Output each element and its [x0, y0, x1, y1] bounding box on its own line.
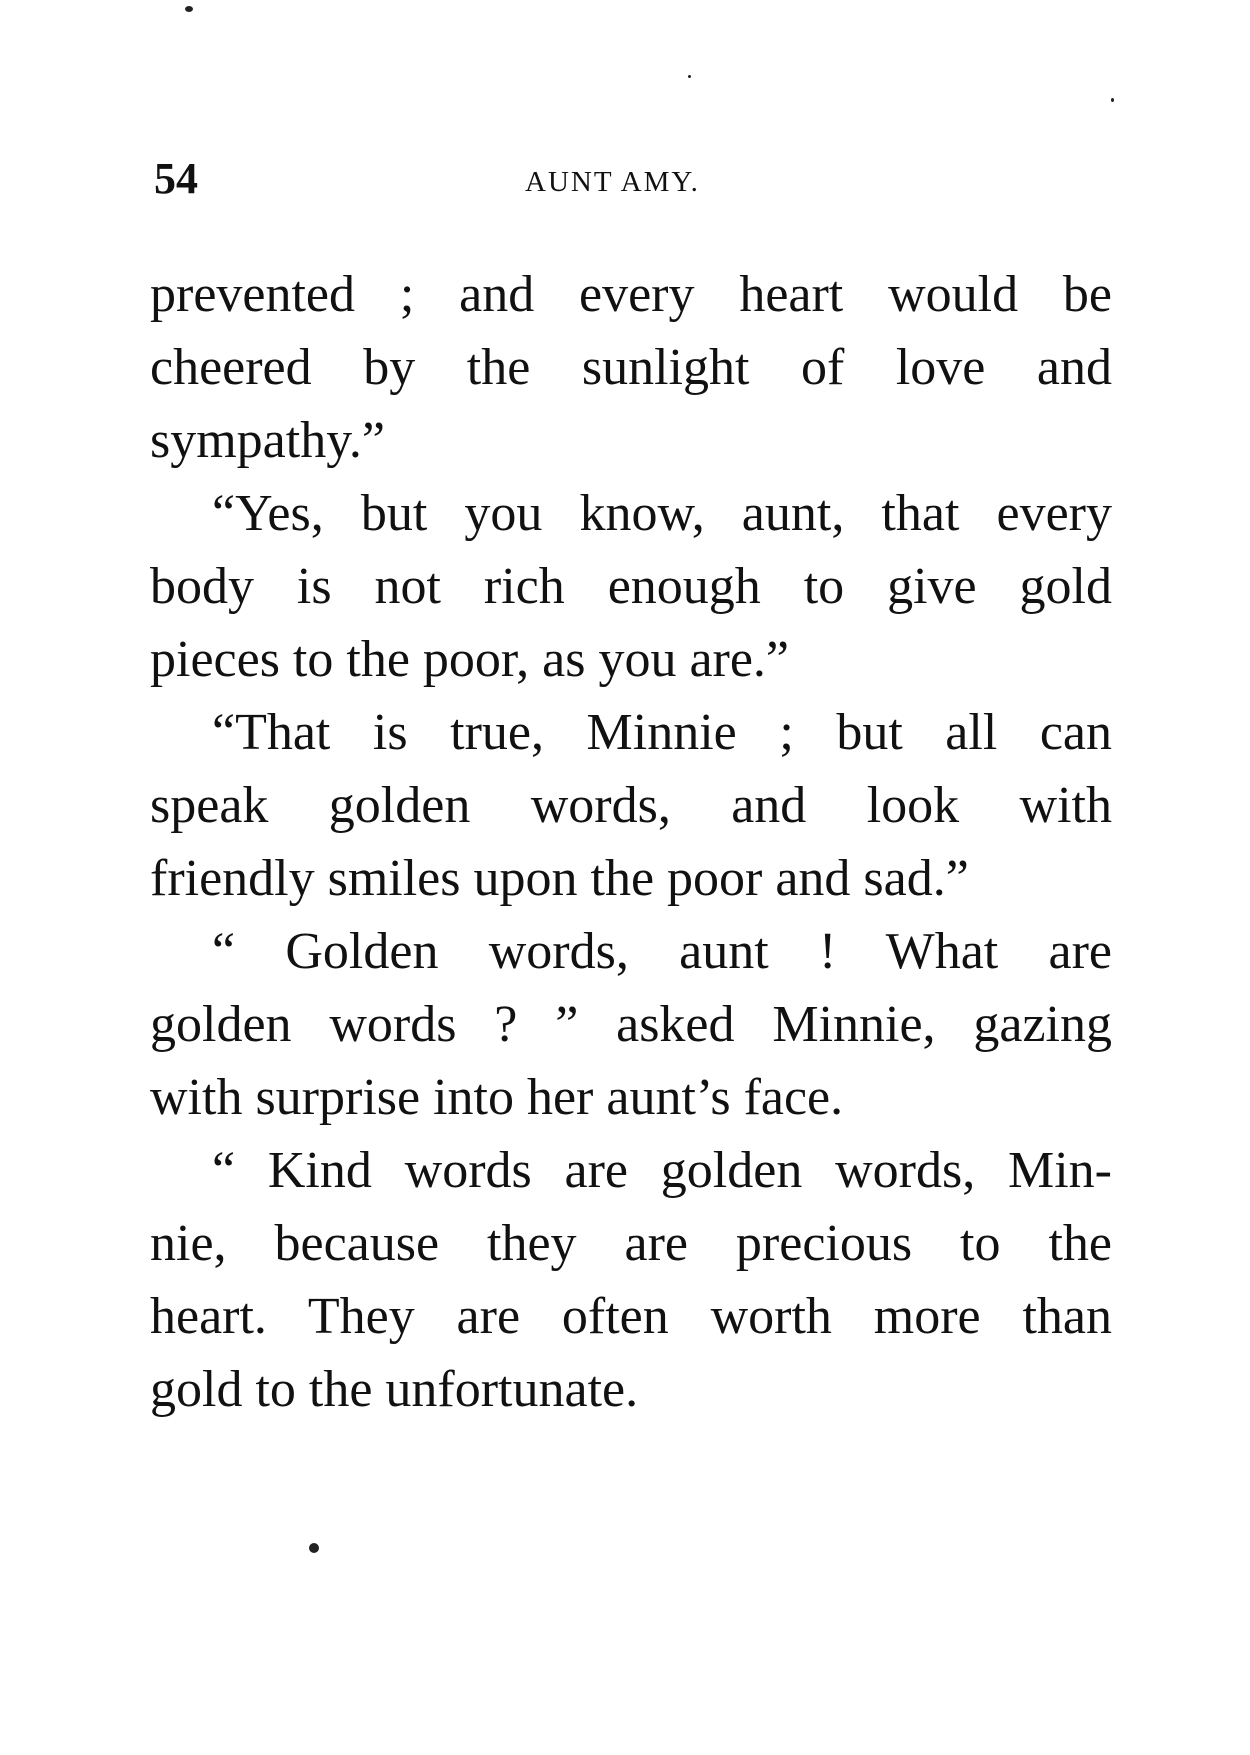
page-number: 54: [154, 154, 198, 203]
text-line: “That is true, Minnie ; but all can: [212, 704, 1112, 761]
paragraph: [150, 696, 1112, 915]
text-line: body is not rich enough to give gold: [150, 558, 1112, 615]
paragraph: [150, 258, 1112, 477]
ink-speck: [185, 6, 193, 12]
text-line: “Yes, but you know, aunt, that every: [212, 485, 1112, 542]
text-line: friendly smiles upon the poor and sad.”: [150, 850, 969, 907]
ink-speck: [688, 75, 691, 78]
paragraph: [150, 477, 1112, 696]
paragraph: [150, 1134, 1112, 1426]
text-line: cheered by the sunlight of love and: [150, 339, 1112, 396]
text-line: gold to the unfortunate.: [150, 1361, 639, 1418]
running-title: AUNT AMY.: [525, 166, 700, 198]
text-line: sympathy.”: [150, 412, 385, 469]
text-line: “ Golden words, aunt ! What are: [212, 923, 1112, 980]
text-line: golden words ? ” asked Minnie, gazing: [150, 996, 1112, 1053]
paragraph: [150, 915, 1112, 1134]
ink-speck: [309, 1543, 319, 1553]
text-line: heart. They are often worth more than: [150, 1288, 1112, 1345]
text-line: speak golden words, and look with: [150, 777, 1112, 834]
ink-speck: [1111, 98, 1114, 102]
text-line: with surprise into her aunt’s face.: [150, 1069, 844, 1126]
text-line: pieces to the poor, as you are.”: [150, 631, 790, 688]
body-text: [150, 258, 1112, 1426]
text-line: prevented ; and every heart would be: [150, 266, 1112, 323]
text-line: nie, because they are precious to the: [150, 1215, 1112, 1272]
page-header: [150, 150, 1110, 210]
text-line: “ Kind words are golden words, Min-: [212, 1142, 1112, 1199]
